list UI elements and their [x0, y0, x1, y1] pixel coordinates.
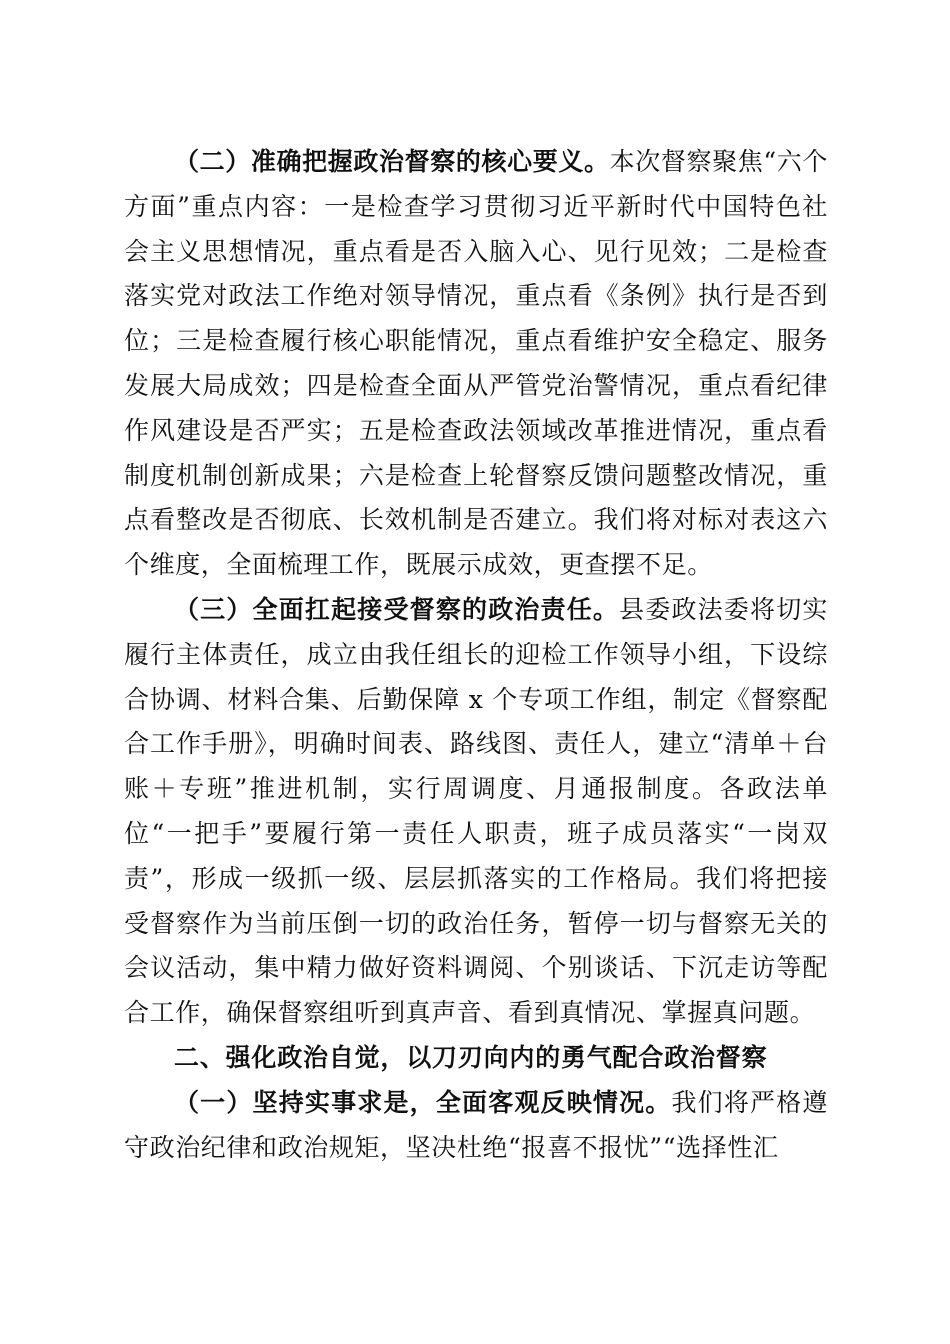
paragraph-lead: （一）坚持实事求是，全面客观反映情况。	[174, 1087, 672, 1117]
paragraph-seek-truth	[124, 1081, 828, 1171]
paragraph-text: 本次督察聚焦“六个方面”重点内容：一是检查学习贯彻习近平新时代中国特色社会主义思想情况，重点看是否入脑入心、见行见效；二是检查落实党对政法工作绝对领导情况，重点看《条例》执行是否到位；三是检查履行核心职能情况，重点看维护安全稳定、服务发展大局成效；四是检查全面从严管党治警情况，重点看纪律作风建设是否严实；五是检查政法领域改革推进情况，重点看制度机制创新成果；六是检查上轮督察反馈问题整改情况，重点看整改是否彻底、长效机制是否建立。我们将对标对表这六个维度，全面梳理工作，既展示成效，更查摆不足。	[124, 147, 829, 580]
paragraph-political-responsibility	[124, 588, 828, 1036]
paragraph-core-essentials	[124, 140, 828, 588]
paragraph-text: 县委政法委将切实履行主体责任，成立由我任组长的迎检工作领导小组，下设综合协调、材料合集、后勤保障 x 个专项工作组，制定《督察配合工作手册》，明确时间表、路线图、责任人，建立“清单＋台账＋专班”推进机制，实行周调度、月通报制度。各政法单位“一把手”要履行第一责任人职责，班子成员落实“一岗双责”，形成一级抓一级、层层抓落实的工作格局。我们将把接受督察作为当前压倒一切的政治任务，暂停一切与督察无关的会议活动，集中精力做好资料调阅、个别谈话、下沉走访等配合工作，确保督察组听到真声音、看到真情况、掌握真问题。	[124, 594, 828, 1028]
document-body	[124, 140, 828, 1170]
paragraph-text: 我们将严格遵守政治纪律和政治规矩，坚决杜绝“报喜不报忧”“选择性汇	[124, 1087, 828, 1162]
paragraph-lead: （二）准确把握政治督察的核心要义。	[174, 147, 610, 176]
section-heading: 二、强化政治自觉，以刀刃向内的勇气配合政治督察	[174, 1042, 768, 1072]
paragraph-lead: （三）全面扛起接受督察的政治责任。	[174, 594, 620, 624]
